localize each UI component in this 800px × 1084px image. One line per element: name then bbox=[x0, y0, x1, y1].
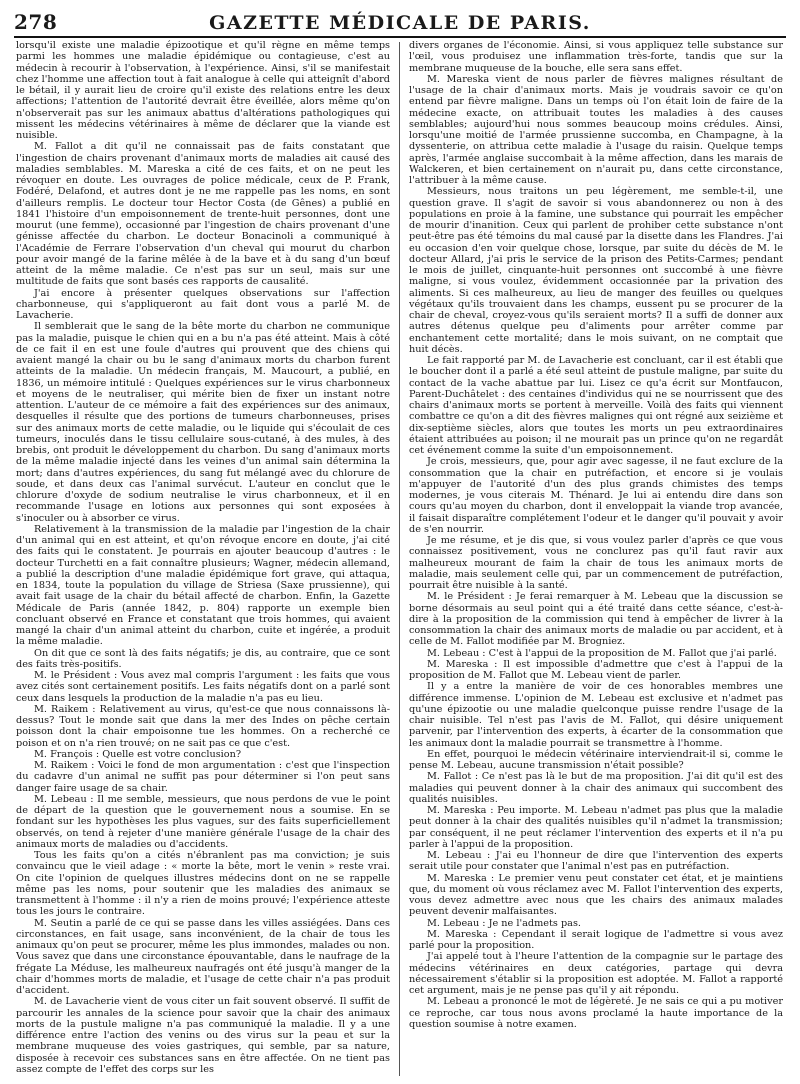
journal-title: GAZETTE MÉDICALE DE PARIS. bbox=[209, 12, 591, 34]
paragraph: M. Lebeau : J'ai eu l'honneur de dire que l'intervention des experts serait utile pour constater que l'animal n'est pas en putréfaction. bbox=[409, 850, 783, 873]
left-column bbox=[16, 40, 390, 1080]
paragraph: M. Mareska : Il est impossible d'admettre que c'est à l'appui de la proposition de M. Fallot que M. Lebeau vient de parler. bbox=[409, 658, 783, 681]
paragraph: M. le Président : Je ferai remarquer à M. Lebeau que la discussion se borne désormais au seul point qui a été traité dans cette séance, c'est-à-dire à la proposition de la commission qui tend à empêcher de livrer à la consommation la chair des animaux morts de maladie ou par accident, et à celle de M. Fallot modifiée par M. Brogniez. bbox=[409, 591, 783, 648]
paragraph: M. Lebeau a prononcé le mot de légèreté. Je ne sais ce qui a pu motiver ce reproche, car tous nous avons proclamé la haute importance de la question soumise à notre examen. bbox=[409, 996, 783, 1030]
page-header bbox=[14, 8, 786, 34]
paragraph: M. Mareska vient de nous parler de fièvres malignes résultant de l'usage de la chair d'animaux morts. Mais je voudrais savoir ce qu'on entend par fièvre maligne. Dans un temps où l'on était loin de faire de la médecine exacte, on attribuait toutes les maladies à des causes semblables; aujourd'hui nous sommes beaucoup moins crédules. Ainsi, lorsqu'une moitié de l'armée prussienne succomba, en Champagne, à la dyssenterie, on attribua cette maladie à l'usage du raisin. Quelque temps après, l'armée anglaise succombait à la même affection, dans les marais de Walckeren, et bien certainement on n'aurait pu, dans cette circonstance, l'attribuer à la même cause. bbox=[409, 73, 783, 186]
paragraph: Je crois, messieurs, que, pour agir avec sagesse, il ne faut exclure de la consommation que la chair en putréfaction, et encore si je voulais m'appuyer de l'autorité d'un des plus grands chimistes des temps modernes, je vous citerais M. Thénard. Je lui ai entendu dire dans son cours qu'au moyen du charbon, dont il enveloppait la viande trop avancée, il faisait disparaître complétement l'odeur et le danger qu'il pouvait y avoir de s'en nourrir. bbox=[409, 456, 783, 535]
paragraph: M. Fallot a dit qu'il ne connaissait pas de faits constatant que l'ingestion de chairs provenant d'animaux morts de maladies ait causé des maladies semblables. M. Mareska a cité de ces faits, et on ne peut les révoquer en doute. Les ouvrages de police médicale, ceux de P. Frank, Fodéré, Delafond, et autres dont je ne me rappelle pas les noms, en sont d'ailleurs remplis. Le docteur tour Hector Costa (de Gênes) a publié en 1841 l'histoire d'un empoisonnement de trente-huit personnes, dont une mourut (une femme), occasionné par l'ingestion de chairs provenant d'une génisse affectée du charbon. Le docteur Bonacinoli a communiqué à l'Académie de Ferrare l'observation d'un cheval qui mourut du charbon pour avoir mangé de la farine mêlée à de la bave et à du sang d'un bœuf atteint de la même maladie. Ce n'est pas sur un seul, mais sur une multitude de faits que sont basés ces rapports de causalité. bbox=[16, 141, 390, 288]
paragraph: M. Raikem : Voici le fond de mon argumentation : c'est que l'inspection du cadavre d'un animal ne suffit pas pour déterminer si l'on peut sans danger faire usage de sa chair. bbox=[16, 760, 390, 794]
header-rule bbox=[14, 36, 786, 38]
paragraph: M. de Lavacherie vient de vous citer un fait souvent observé. Il suffit de parcourir les annales de la science pour savoir que la chair des animaux morts de la pustule maligne n'a pas communiqué la maladie. Il y a une différence entre l'action des venins ou des virus sur la peau et sur la membrane muqueuse des voies gastriques, qui semble, par sa nature, disposée à recevoir ces substances sans en être affectée. On ne tient pas assez compte de l'effet des corps sur les bbox=[16, 996, 390, 1075]
paragraph: Tous les faits qu'on a cités n'ébranlent pas ma conviction; je suis convaincu que le vieil adage : « morte la bête, mort le venin » reste vrai. On cite l'opinion de quelques illustres médecins dont on ne se rappelle même pas les noms, pour soutenir que les maladies des animaux se transmettent à l'homme : il n'y a rien de moins prouvé; l'expérience atteste tous les jours le contraire. bbox=[16, 850, 390, 918]
paragraph: M. Seutin a parlé de ce qui se passe dans les villes assiégées. Dans ces circonstances, en fait usage, sans inconvénient, de la chair de tous les animaux qu'on peut se procurer, même les plus immondes, malades ou non. Vous savez que dans une circonstance épouvantable, dans le naufrage de la frégate La Méduse, les malheureux naufragés ont été jusqu'à manger de la chair d'hommes morts de maladie, et l'usage de cette chair n'a pas produit d'accident. bbox=[16, 917, 390, 996]
page-number: 278 bbox=[14, 10, 58, 34]
paragraph: M. Lebeau : Je ne l'admets pas. bbox=[427, 917, 581, 929]
paragraph: M. Lebeau : Il me semble, messieurs, que nous perdons de vue le point de départ de la question que le gouvernement nous a soumise. En se fondant sur les hypothèses les plus vagues, sur des faits superficiellement observés, on tend à rejeter d'une manière générale l'usage de la chair des animaux morts de maladies ou d'accidents. bbox=[16, 793, 390, 850]
paragraph: M. Lebeau : C'est à l'appui de la proposition de M. Fallot que j'ai parlé. bbox=[427, 647, 777, 659]
paragraph: M. Fallot : Ce n'est pas là le but de ma proposition. J'ai dit qu'il est des maladies qui peuvent donner à la chair des animaux qui succombent des qualités nuisibles. bbox=[409, 771, 783, 805]
paragraph: On dit que ce sont là des faits négatifs; je dis, au contraire, que ce sont des faits très-positifs. bbox=[16, 647, 390, 670]
paragraph: M. Mareska : Peu importe. M. Lebeau n'admet pas plus que la maladie peut donner à la chair des qualités nuisibles qu'il n'admet la transmission; par conséquent, il ne peut réclamer l'intervention des experts et il n'a pu parler à l'appui de la proposition. bbox=[409, 805, 783, 850]
paragraph: En effet, pourquoi le médecin vétérinaire interviendrait-il si, comme le pense M. Lebeau, aucune transmission n'était possible? bbox=[409, 748, 783, 771]
right-column bbox=[409, 40, 783, 1080]
paragraph: Relativement à la transmission de la maladie par l'ingestion de la chair d'un animal qui en est atteint, et qu'on révoque encore en doute, j'ai cité des faits qui le constatent. Je pourrais en ajouter beaucoup d'autres : le docteur Turchetti en a fait connaître plusieurs; Wagner, médecin allemand, a publié la description d'une maladie épidémique fort grave, qui attaqua, en 1834, toute la population du village de Striesa (Saxe prussienne), qui avait fait usage de la chair du bétail affecté de charbon. Enfin, la Gazette Médicale de Paris (année 1842, p. 804) rapporte un exemple bien concluant observé en France et constatant que trois hommes, qui avaient mangé la chair d'un animal atteint du charbon, cuite et ingérée, a produit la même maladie. bbox=[16, 523, 390, 648]
paragraph: divers organes de l'économie. Ainsi, si vous appliquez telle substance sur l'œil, vous produisez une inflammation très-forte, tandis que sur la membrane muqueuse de la bouche, elle sera sans effet. bbox=[409, 40, 783, 74]
paragraph: Le fait rapporté par M. de Lavacherie est concluant, car il est établi que le boucher dont il a parlé a été seul atteint de pustule maligne, par suite du contact de la vache abattue par lui. Lisez ce qu'a écrit sur Montfaucon, Parent-Duchâtelet : des centaines d'individus qui ne se nourrissent que des chairs d'animaux morts se portent à merveille. Voilà des faits qui viennent combattre ce qu'on a dit des fièvres malignes qui ont régné aux seizième et dix-septième siècles, alors que toutes les morts un peu extraordinaires étaient attribuées au poison; il ne mourait pas un prince qu'on ne regardât cet événement comme la suite d'un empoisonnement. bbox=[409, 355, 783, 456]
paragraph: Il y a entre la manière de voir de ces honorables membres une différence immense. L'opinion de M. Lebeau est exclusive et n'admet pas qu'une épizootie ou une maladie quelconque puisse rendre l'usage de la chair nuisible. Tel n'est pas l'avis de M. Fallot, qui désire uniquement parvenir, par l'intervention des experts, à écarter de la consommation que les animaux dont la maladie pourrait se transmettre à l'homme. bbox=[409, 681, 783, 749]
column-separator bbox=[399, 42, 400, 1076]
paragraph: J'ai appelé tout à l'heure l'attention de la compagnie sur le partage des médecins vétérinaires en deux catégories, partage qui devra nécessairement s'établir si la proposition est adoptée. M. Fallot a rapporté cet argument, mais je ne pense pas qu'il y ait répondu. bbox=[409, 951, 783, 996]
paragraph: M. François : Quelle est votre conclusion? bbox=[34, 748, 242, 760]
paragraph: M. le Président : Vous avez mal compris l'argument : les faits que vous avez cités sont certainement positifs. Les faits négatifs dont on a parlé sont ceux dans lesquels la production de la maladie n'a pas eu lieu. bbox=[16, 670, 390, 704]
paragraph: M. Raikem : Relativement au virus, qu'est-ce que nous connaissons là-dessus? Tout le monde sait que dans la mer des Indes on pêche certain poisson dont la chair empoisonne tue les hommes. On a recherché ce poison et on n'a rien trouvé; on ne sait pas ce que c'est. bbox=[16, 703, 390, 749]
paragraph: lorsqu'il existe une maladie épizootique et qu'il règne en même temps parmi les hommes une maladie épidémique ou contagieuse, c'est au médecin à recourir à l'observation, à l'expérience. Ainsi, s'il se manifestait chez l'homme une affection tout à fait analogue à celle qui atteignît d'abord le bétail, il y aurait lieu de croire qu'il existe des relations entre les deux affections; l'attention de l'autorité devrait être éveillée, alors même qu'on n'observerait pas sur les animaux abattus d'altérations pathologiques qui missent les médecins vétérinaires à même de déclarer que la viande est nuisible. bbox=[16, 40, 390, 141]
paragraph: Messieurs, nous traitons un peu légèrement, me semble-t-il, une question grave. Il s'agit de savoir si vous abandonnerez ou non à des populations en proie à la famine, une substance qui pourrait les empêcher de mourir d'inanition. Ceux qui parlent de prohiber cette substance n'ont peut-être pas été témoins du mal causé par la disette dans les Flandres. J'ai eu occasion d'en voir quelque chose, lorsque, par suite du décès de M. le docteur Allard, j'ai pris le service de la prison des Petits-Carmes; pendant le mois de juillet, cinquante-huit personnes ont succombé à une fièvre maligne, si vous voulez, évidemment occasionnée par la privation des aliments. Si ces malheureux, au lieu de manger des feuilles ou quelques végétaux qu'ils trouvaient dans les champs, eussent pu se procurer de la chair de cheval, croyez-vous qu'ils seraient morts? Il a suffi de donner aux autres détenus quelque peu d'aliments pour arrêter comme par enchantement cette mortalité; dans le mois suivant, on ne comptait que huit décès. bbox=[409, 186, 783, 355]
paragraph: J'ai encore à présenter quelques observations sur l'affection charbonneuse, qui s'appliqueront au fait dont vous a parlé M. de Lavacherie. bbox=[16, 287, 390, 321]
paragraph: M. Mareska : Le premier venu peut constater cet état, et je maintiens que, du moment où vous réclamez avec M. Fallot l'intervention des experts, vous devez admettre avec nous que les chairs des animaux malades peuvent devenir malfaisantes. bbox=[409, 872, 783, 918]
paragraph: Il semblerait que le sang de la bête morte du charbon ne communique pas la maladie, puisque le chien qui en a bu n'a pas été atteint. Mais à côté de ce fait il en est une foule d'autres qui prouvent que des chiens qui avaient mangé la chair ou bu le sang d'animaux morts du charbon furent atteints de la maladie. Un médecin français, M. Maucourt, a publié, en 1836, un mémoire intitulé : Quelques expériences sur le virus charbonneux et moyens de le neutraliser, qui mérite bien de fixer un instant notre attention. L'auteur de ce mémoire a fait des expériences sur des animaux, desquelles il résulte que des portions de tumeurs charbonneuses, prises sur des animaux morts de cette maladie, ou le liquide qui s'écoulait de ces tumeurs, inoculés dans le tissu cellulaire sous-cutané, à des mules, à des brebis, ont produit le développement du charbon. Du sang d'animaux morts de la même maladie injecté dans les veines d'un animal sain détermina la mort; dans d'autres expériences, du sang fut mélangé avec du chlorure de soude, et dans deux cas l'animal survécut. L'auteur en conclut que le chlorure d'oxyde de sodium neutralise le virus charbonneux, et il en recommande l'usage en lotions aux personnes qui sont exposées à s'inoculer ou à absorber ce virus. bbox=[16, 321, 390, 524]
paragraph: Je me résume, et je dis que, si vous voulez parler d'après ce que vous connaissez positivement, vous ne conclurez pas qu'il faut ravir aux malheureux mourant de faim la chair de tous les animaux morts de maladie, mais seulement celle qui, par un commencement de putréfaction, pourrait être nuisible à la santé. bbox=[409, 535, 783, 591]
paragraph: M. Mareska : Cependant il serait logique de l'admettre si vous avez parlé pour la proposition. bbox=[409, 928, 783, 951]
